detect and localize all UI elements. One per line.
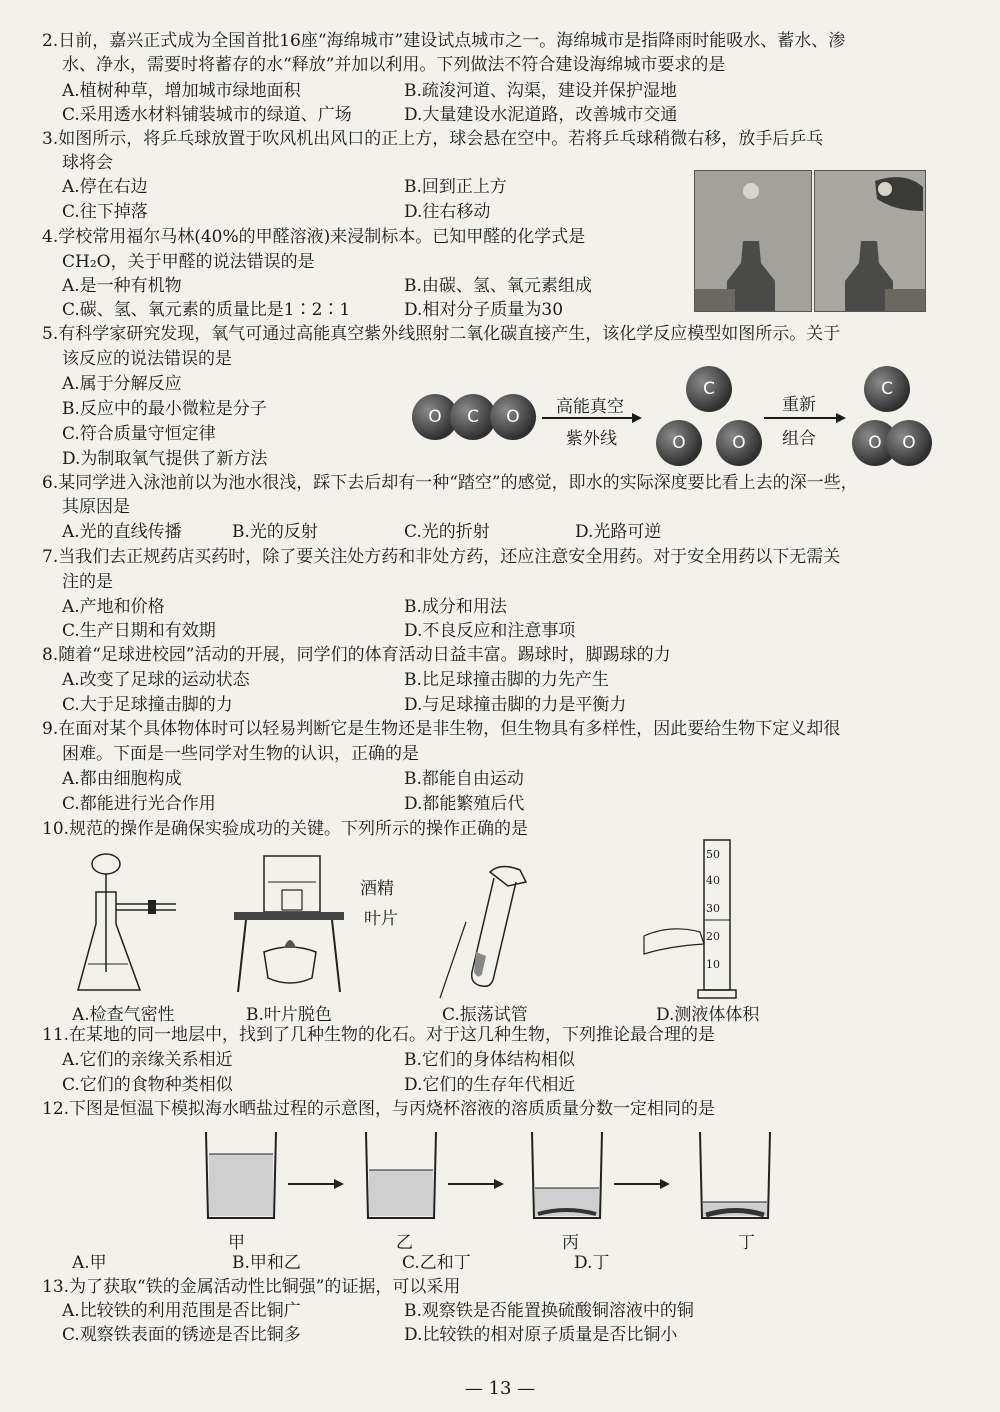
q10-tick-10: 10 xyxy=(706,958,720,971)
product-atom-o-right: O xyxy=(886,420,932,466)
q7-stem-line2: 注的是 xyxy=(62,572,113,592)
q9-stem-line2: 困难。下面是一些同学对生物的认识，正确的是 xyxy=(62,744,419,764)
q10-caption-a: A.检查气密性 xyxy=(72,1005,175,1025)
q12-beaker-label-bing: 丙 xyxy=(562,1233,579,1253)
q10-caption-c: C.振荡试管 xyxy=(442,1005,528,1025)
page-number: — 13 — xyxy=(464,1378,536,1399)
q10-stem-line1: 10.规范的操作是确保实验成功的关键。下列所示的操作正确的是 xyxy=(42,819,529,839)
intermediate-atom-c: C xyxy=(686,366,732,412)
q3-photo-left xyxy=(694,170,812,312)
q10-caption-b: B.叶片脱色 xyxy=(246,1005,332,1025)
q6-stem-line2: 其原因是 xyxy=(62,497,130,517)
q11-stem-line1: 11.在某地的同一地层中，找到了几种生物的化石。对于这几种生物，下列推论最合理的是 xyxy=(42,1025,716,1045)
q3-stem-line1: 3.如图所示，将乒乓球放置于吹风机出风口的正上方，球会悬在空中。若将乒乓球稍微右移，放手后乒乓 xyxy=(42,129,824,149)
q8-option-a: A.改变了足球的运动状态 xyxy=(62,670,250,690)
q9-option-d: D.都能繁殖后代 xyxy=(404,794,525,814)
q8-option-b: B.比足球撞击脚的力先产生 xyxy=(404,670,609,690)
q5-option-b: B.反应中的最小微粒是分子 xyxy=(62,399,267,419)
q10-figure-b-water-bath xyxy=(224,852,354,1000)
q2-option-a: A.植树种草，增加城市绿地面积 xyxy=(62,81,301,101)
arrow1-label-top: 高能真空 xyxy=(556,397,624,417)
intermediate-atom-o-right: O xyxy=(716,420,762,466)
q3-option-d: D.往右移动 xyxy=(404,202,491,222)
q10-tick-40: 40 xyxy=(706,874,720,887)
q12-beaker-label-ding: 丁 xyxy=(738,1233,755,1253)
q8-stem-line1: 8.随着“足球进校园”活动的开展，同学们的体育活动日益丰富。踢球时，脚踢球的力 xyxy=(42,645,671,665)
q6-stem-line1: 6.某同学进入泳池前以为池水很浅，踩下去后却有一种“踏空”的感觉，即水的实际深度要比看上去的深一些， xyxy=(42,473,858,493)
q12-stem-line1: 12.下图是恒温下模拟海水晒盐过程的示意图，与丙烧杯溶液的溶质质量分数一定相同的是 xyxy=(42,1099,716,1119)
q10-caption-d: D.测液体体积 xyxy=(656,1005,760,1025)
q6-option-d: D.光路可逆 xyxy=(575,522,662,542)
q7-stem-line1: 7.当我们去正规药店买药时，除了要关注处方药和非处方药，还应注意安全用药。对于安全用药以下无需关 xyxy=(42,547,841,567)
q12-beaker-sequence xyxy=(196,1126,786,1226)
arrow2-label-bottom: 组合 xyxy=(782,429,816,449)
q6-option-a: A.光的直线传播 xyxy=(62,522,182,542)
q11-option-c: C.它们的食物种类相似 xyxy=(62,1075,233,1095)
q10-label-alcohol: 酒精 xyxy=(360,879,394,899)
q6-option-c: C.光的折射 xyxy=(404,522,490,542)
q12-beaker-label-yi: 乙 xyxy=(396,1233,413,1253)
q10-figure-d-cylinder xyxy=(640,836,760,1004)
q5-option-d: D.为制取氧气提供了新方法 xyxy=(62,449,268,469)
q4-stem-line1: 4.学校常用福尔马林(40%的甲醛溶液)来浸制标本。已知甲醛的化学式是 xyxy=(42,227,586,247)
q9-option-b: B.都能自由运动 xyxy=(404,769,524,789)
q5-option-c: C.符合质量守恒定律 xyxy=(62,424,216,444)
q3-photo-right xyxy=(814,170,926,312)
q3-option-a: A.停在右边 xyxy=(62,177,148,197)
product-atom-c: C xyxy=(864,366,910,412)
q11-option-d: D.它们的生存年代相近 xyxy=(404,1075,576,1095)
arrow1-icon xyxy=(540,410,644,426)
q11-option-b: B.它们的身体结构相似 xyxy=(404,1050,575,1070)
q7-option-d: D.不良反应和注意事项 xyxy=(404,621,576,641)
q12-option-b: B.甲和乙 xyxy=(232,1253,301,1273)
q4-option-d: D.相对分子质量为30 xyxy=(404,300,564,320)
reactant-atom-o-right: O xyxy=(490,394,536,440)
q5-stem-line2: 该反应的说法错误的是 xyxy=(62,349,232,369)
q10-tick-20: 20 xyxy=(706,930,720,943)
q11-option-a: A.它们的亲缘关系相近 xyxy=(62,1050,233,1070)
q9-option-a: A.都由细胞构成 xyxy=(62,769,182,789)
q4-stem-line2: CH₂O，关于甲醛的说法错误的是 xyxy=(62,252,315,272)
q8-option-c: C.大于足球撞击脚的力 xyxy=(62,695,233,715)
q10-tick-30: 30 xyxy=(706,902,720,915)
q4-option-b: B.由碳、氢、氧元素组成 xyxy=(404,276,592,296)
q10-figure-a-apparatus xyxy=(76,852,196,1000)
q8-option-d: D.与足球撞击脚的力是平衡力 xyxy=(404,695,627,715)
intermediate-atom-o-left: O xyxy=(656,420,702,466)
q13-option-d: D.比较铁的相对原子质量是否比铜小 xyxy=(404,1325,678,1345)
q2-option-b: B.疏浚河道、沟渠，建设并保护湿地 xyxy=(404,81,677,101)
q10-figure-c-test-tube xyxy=(420,852,540,1000)
q12-option-a: A.甲 xyxy=(72,1253,107,1273)
q13-stem-line1: 13.为了获取“铁的金属活动性比铜强”的证据，可以采用 xyxy=(42,1277,461,1297)
q9-option-c: C.都能进行光合作用 xyxy=(62,794,216,814)
q7-option-b: B.成分和用法 xyxy=(404,597,507,617)
q3-option-c: C.往下掉落 xyxy=(62,202,148,222)
reactant-atom-o-left: O xyxy=(412,394,458,440)
q9-stem-line1: 9.在面对某个具体物体时可以轻易判断它是生物还是非生物，但生物具有多样性，因此要给生物下定义却很 xyxy=(42,719,841,739)
q3-stem-line2: 球将会 xyxy=(62,153,113,173)
q3-option-b: B.回到正上方 xyxy=(404,177,507,197)
product-atom-o-left: O xyxy=(852,420,898,466)
q13-option-b: B.观察铁是否能置换硫酸铜溶液中的铜 xyxy=(404,1301,694,1321)
q6-option-b: B.光的反射 xyxy=(232,522,318,542)
arrow2-label-top: 重新 xyxy=(782,395,816,415)
q12-option-d: D.丁 xyxy=(574,1253,610,1273)
q5-stem-line1: 5.有科学家研究发现，氧气可通过高能真空紫外线照射二氧化碳直接产生，该化学反应模型如图所示。关于 xyxy=(42,324,841,344)
arrow2-icon xyxy=(762,410,848,426)
q2-stem-line2: 水、净水，需要时将蓄存的水“释放”并加以利用。下列做法不符合建设海绵城市要求的是 xyxy=(62,55,726,75)
q12-option-c: C.乙和丁 xyxy=(402,1253,471,1273)
q13-option-c: C.观察铁表面的锈迹是否比铜多 xyxy=(62,1325,301,1345)
q4-option-a: A.是一种有机物 xyxy=(62,276,182,296)
q4-option-c: C.碳、氢、氧元素的质量比是1∶2∶1 xyxy=(62,300,351,320)
q13-option-a: A.比较铁的利用范围是否比铜广 xyxy=(62,1301,301,1321)
q2-option-d: D.大量建设水泥道路，改善城市交通 xyxy=(404,105,678,125)
arrow1-label-bottom: 紫外线 xyxy=(566,429,617,449)
reactant-atom-c: C xyxy=(450,394,496,440)
q10-tick-50: 50 xyxy=(706,848,720,861)
q7-option-c: C.生产日期和有效期 xyxy=(62,621,216,641)
q2-stem-line1: 2.日前，嘉兴正式成为全国首批16座“海绵城市”建设试点城市之一。海绵城市是指降雨时能吸水、蓄水、渗 xyxy=(42,31,846,51)
q12-beaker-label-jia: 甲 xyxy=(228,1233,245,1253)
q2-option-c: C.采用透水材料铺装城市的绿道、广场 xyxy=(62,105,352,125)
q10-label-leaf: 叶片 xyxy=(364,909,398,929)
q5-option-a: A.属于分解反应 xyxy=(62,374,182,394)
q7-option-a: A.产地和价格 xyxy=(62,597,165,617)
